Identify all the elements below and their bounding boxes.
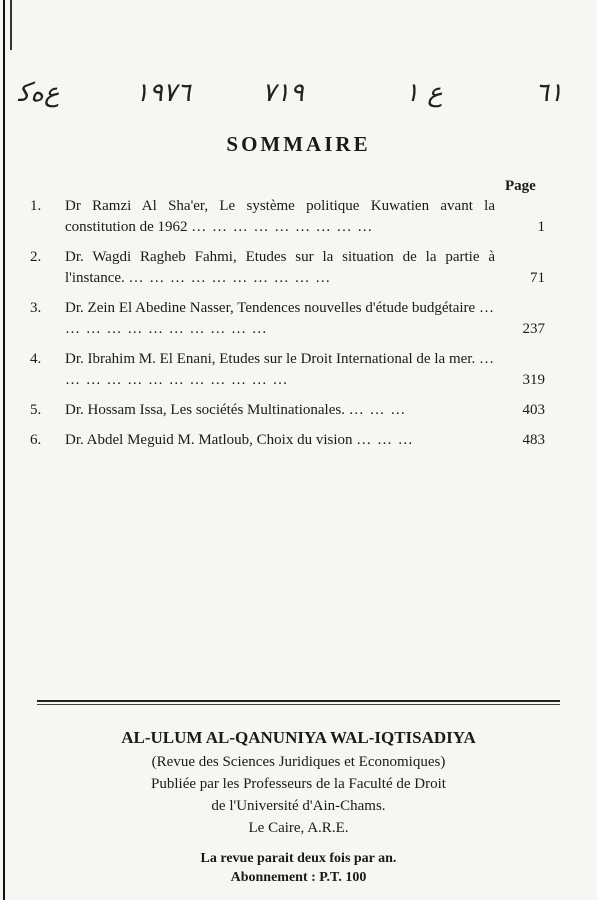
entry-page: 483 <box>522 432 545 448</box>
colophon <box>0 728 597 887</box>
handwritten-note-year: ١٩٧٦ <box>135 78 191 108</box>
table-of-contents <box>30 196 545 460</box>
divider-rule-thin <box>37 704 560 705</box>
toc-entry <box>30 430 545 451</box>
publisher-line: Publiée par les Professeurs de la Faculté de Droit <box>151 776 446 792</box>
divider-rule <box>37 700 560 702</box>
page-column-header: Page <box>505 178 536 194</box>
entry-text: Dr. Zein El Abedine Nasser, Tendences nouvelles d'étude budgétaire <box>65 300 476 316</box>
entry-text: Dr. Ibrahim M. El Enani, Etudes sur le Droit International de la mer. <box>65 351 476 367</box>
entry-text: Dr. Wagdi Ragheb Fahmi, Etudes sur la situation de la partie à l'instance. <box>65 249 495 286</box>
entry-text: Dr. Hossam Issa, Les sociétés Multinationales. <box>65 402 345 418</box>
entry-number: 5. <box>30 402 42 418</box>
entry-number: 1. <box>30 198 42 214</box>
journal-title: AL-ULUM AL-QANUNIYA WAL-IQTISADIYA <box>121 728 476 747</box>
entry-number: 2. <box>30 249 42 265</box>
leader-dots: … … … <box>356 432 414 448</box>
toc-entry <box>30 196 545 238</box>
university-line: de l'Université d'Ain-Chams. <box>211 798 386 814</box>
toc-entry <box>30 298 545 340</box>
binding-edge-mark <box>10 0 12 50</box>
leader-dots: … … … … … … … … … <box>191 219 374 235</box>
location-line: Le Caire, A.R.E. <box>248 820 349 836</box>
entry-number: 3. <box>30 300 42 316</box>
frequency-line: La revue parait deux fois par an. <box>200 851 397 866</box>
handwritten-note-1: ﻉﻩﻛ <box>18 78 60 108</box>
entry-text: Dr Ramzi Al Sha'er, Le système politique Kuwatien avant la constitution de 1962 <box>65 198 495 235</box>
handwritten-note-3: ٧١٩ <box>262 78 304 108</box>
handwritten-note-4: ﻉ ١ <box>405 78 443 108</box>
leader-dots: … … … <box>348 402 407 418</box>
toc-entry <box>30 349 545 391</box>
leader-dots: … … … … … … … … … … <box>128 270 332 286</box>
entry-page: 237 <box>522 321 545 337</box>
page-title: SOMMAIRE <box>226 132 371 156</box>
entry-page: 1 <box>537 219 545 235</box>
toc-entry <box>30 400 545 421</box>
leader-dots: … … … … … … … … … … … <box>65 300 496 337</box>
subscription-line: Abonnement : P.T. 100 <box>230 870 367 885</box>
toc-entry <box>30 247 545 289</box>
journal-subtitle: (Revue des Sciences Juridiques et Economiques) <box>151 754 446 770</box>
entry-page: 71 <box>530 270 545 286</box>
entry-page: 403 <box>522 402 545 418</box>
entry-text: Dr. Abdel Meguid M. Matloub, Choix du vision <box>65 432 353 448</box>
entry-page: 319 <box>522 372 545 388</box>
entry-number: 6. <box>30 432 42 448</box>
entry-number: 4. <box>30 351 42 367</box>
handwritten-note-5: ٦١ <box>535 78 563 108</box>
leader-dots: … … … … … … … … … … … … <box>65 351 495 388</box>
